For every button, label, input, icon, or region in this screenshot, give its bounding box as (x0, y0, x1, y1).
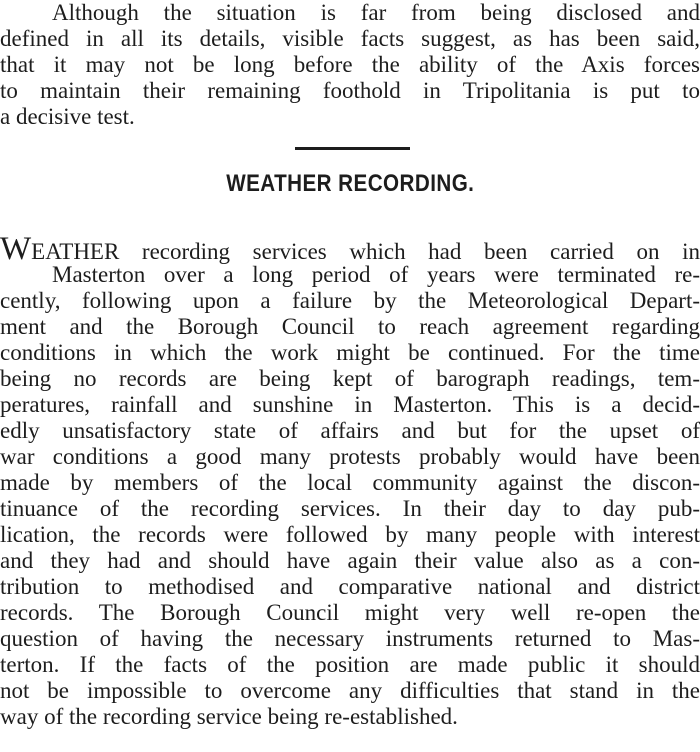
body-line: way of the recording service being re-established. (0, 704, 458, 729)
body-line: edly unsatisfactory state of affairs and but for the upset of (0, 418, 700, 443)
separator-rule (295, 147, 410, 150)
body-first-line-text: EATHER recording services which had been carried on in (31, 239, 700, 264)
body-line: conditions in which the work might be continued. For the time (0, 340, 700, 365)
body-line: being no records are being kept of barograph readings, tem- (0, 366, 700, 391)
body-line: peratures, rainfall and sunshine in Masterton. This is a decid- (0, 392, 700, 417)
body-line: Masterton over a long period of years were terminated re- (52, 262, 700, 287)
drop-cap: W (0, 231, 32, 267)
body-line: terton. If the facts of the position are made public it should (0, 652, 700, 677)
body-line: ment and the Borough Council to reach agreement regarding (0, 314, 700, 339)
body-line: war conditions a good many protests probably would have been (0, 444, 700, 469)
article-end-line-4: to maintain their remaining foothold in Tripolitania is put to (0, 78, 700, 103)
body-first-line (0, 231, 700, 267)
article-end-line-1: Although the situation is far from being disclosed and (52, 0, 700, 25)
body-line: cently, following upon a failure by the Meteorological Depart- (0, 288, 700, 313)
article-end-line-3: that it may not be long before the ability of the Axis forces (0, 52, 700, 77)
article-end-line-2: defined in all its details, visible facts suggest, as has been said, (0, 26, 700, 51)
body-line: not be impossible to overcome any difficulties that stand in the (0, 678, 700, 703)
body-line: made by members of the local community against the discon- (0, 470, 700, 495)
body-line: records. The Borough Council might very well re-open the (0, 600, 700, 625)
article-heading: WEATHER RECORDING. (226, 170, 475, 197)
body-line: question of having the necessary instruments returned to Mas- (0, 626, 700, 651)
body-line: and they had and should have again their value also as a con- (0, 548, 700, 573)
body-line: lication, the records were followed by many people with interest (0, 522, 700, 547)
article-end-line-5: a decisive test. (0, 104, 135, 129)
body-line: tribution to methodised and comparative national and district (0, 574, 700, 599)
body-line: tinuance of the recording services. In their day to day pub- (0, 496, 700, 521)
